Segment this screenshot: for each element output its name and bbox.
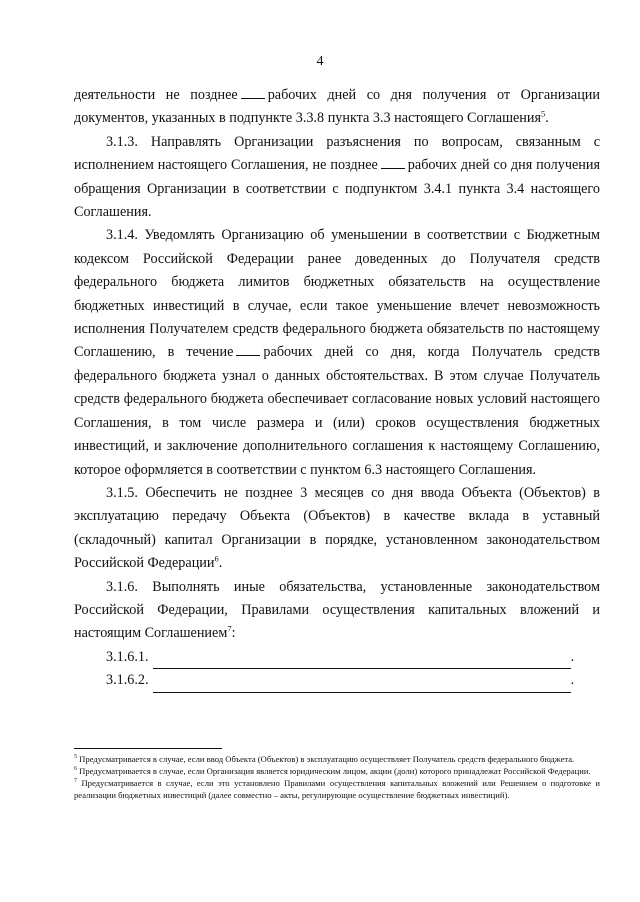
- page-number: 4: [316, 54, 324, 69]
- footnote-number: 5: [74, 754, 77, 761]
- paragraph-text: :: [231, 625, 236, 642]
- paragraph-3-1-3: [74, 131, 600, 225]
- paragraph-text: деятельности не позднее: [74, 87, 238, 103]
- footnote-5: [74, 754, 600, 765]
- footnote-separator: [74, 748, 222, 749]
- blank-field: [381, 156, 405, 169]
- footnote-text: Предусматривается в случае, если это установлено Правилами осуществления капитальных вложений или Решением о подготовке и реализации бюджетных инвестиций (далее совместно – акты, регулирующие осуществление бюджетных инвестиций).: [74, 778, 600, 800]
- paragraph-text: рабочих дней со дня получения обращения Организации в соответствии с подпунктом 3.4.1 пункта 3.4 настоящего Соглашения.: [74, 157, 600, 221]
- footnotes: [74, 754, 600, 802]
- footnote-ref: 6: [214, 553, 219, 564]
- item-3-1-6-1: [106, 646, 600, 669]
- document-body: [74, 84, 600, 693]
- footnote-ref: 5: [541, 108, 546, 119]
- paragraph-3-1-6: [74, 576, 600, 646]
- item-3-1-6-2: [106, 669, 600, 692]
- footnote-text: Предусматривается в случае, если ввод Объекта (Объектов) в эксплуатацию осуществляет Получатель средств федерального бюджета.: [79, 754, 575, 764]
- footnote-6: [74, 766, 600, 777]
- footnote-number: 7: [74, 778, 77, 785]
- item-label: 3.1.6.2.: [106, 672, 149, 689]
- item-end: .: [570, 672, 575, 689]
- item-label: 3.1.6.1.: [106, 648, 149, 665]
- footnote-7: [74, 778, 600, 800]
- paragraph-text: .: [545, 110, 549, 127]
- paragraph-continuation: [74, 84, 600, 131]
- paragraph-text: 3.1.5. Обеспечить не позднее 3 месяцев со дня ввода Объекта (Объектов) в эксплуатацию передачу Объекта (Объектов) в качестве вклада в уставный (складочный) капитал Организации в порядке, установленном законодательством Российской Федерации: [74, 484, 600, 572]
- paragraph-text: .: [218, 555, 223, 572]
- paragraph-3-1-5: [74, 482, 600, 576]
- paragraph-text: 3.1.3. Направлять Организации разъяснения по вопросам, связанным с исполнением настоящего Соглашения, не позднее: [74, 133, 600, 174]
- paragraph-text: рабочих дней со дня получения от Организации документов, указанных в подпункте 3.3.8 пункта 3.3 настоящего Соглашения: [74, 87, 600, 127]
- blank-field: [236, 343, 260, 356]
- blank-line: [153, 654, 571, 669]
- paragraph-text: 3.1.4. Уведомлять Организацию об уменьшении в соответствии с Бюджетным кодексом Российской Федерации ранее доведенных до Получателя средств федерального бюджета лимитов бюджетных обязательств на осуществление бюджетных инвестиций в случае, если такое уменьшение влечет невозможность исполнения Получателем средств федерального бюджета обязательств по настоящему Соглашению, в течение: [74, 227, 600, 361]
- footnote-number: 6: [74, 766, 77, 773]
- footnote-ref: 7: [227, 623, 232, 634]
- footnote-text: Предусматривается в случае, если Организация является юридическим лицом, акции (доли) которого принадлежат Российской Федерации.: [79, 766, 591, 777]
- blank-field: [241, 86, 265, 99]
- paragraph-text: рабочих дней со дня, когда Получатель средств федерального бюджета узнал о данных обстоятельствах. В этом случае Получатель средств федерального бюджета обеспечивает согласование новых условий настоящего Соглашения, в том числе размера и (или) сроков осуществления бюджетных инвестиций, и заключение дополнительного соглашения к настоящему Соглашению, которое оформляется в соответствии с пунктом 6.3 настоящего Соглашения.: [74, 344, 600, 478]
- item-end: .: [570, 648, 575, 665]
- blank-line: [153, 678, 571, 693]
- paragraph-3-1-4: [74, 224, 600, 481]
- paragraph-text: 3.1.6. Выполнять иные обязательства, установленные законодательством Российской Федерации, Правилами осуществления капитальных вложений и настоящим Соглашением: [74, 578, 600, 642]
